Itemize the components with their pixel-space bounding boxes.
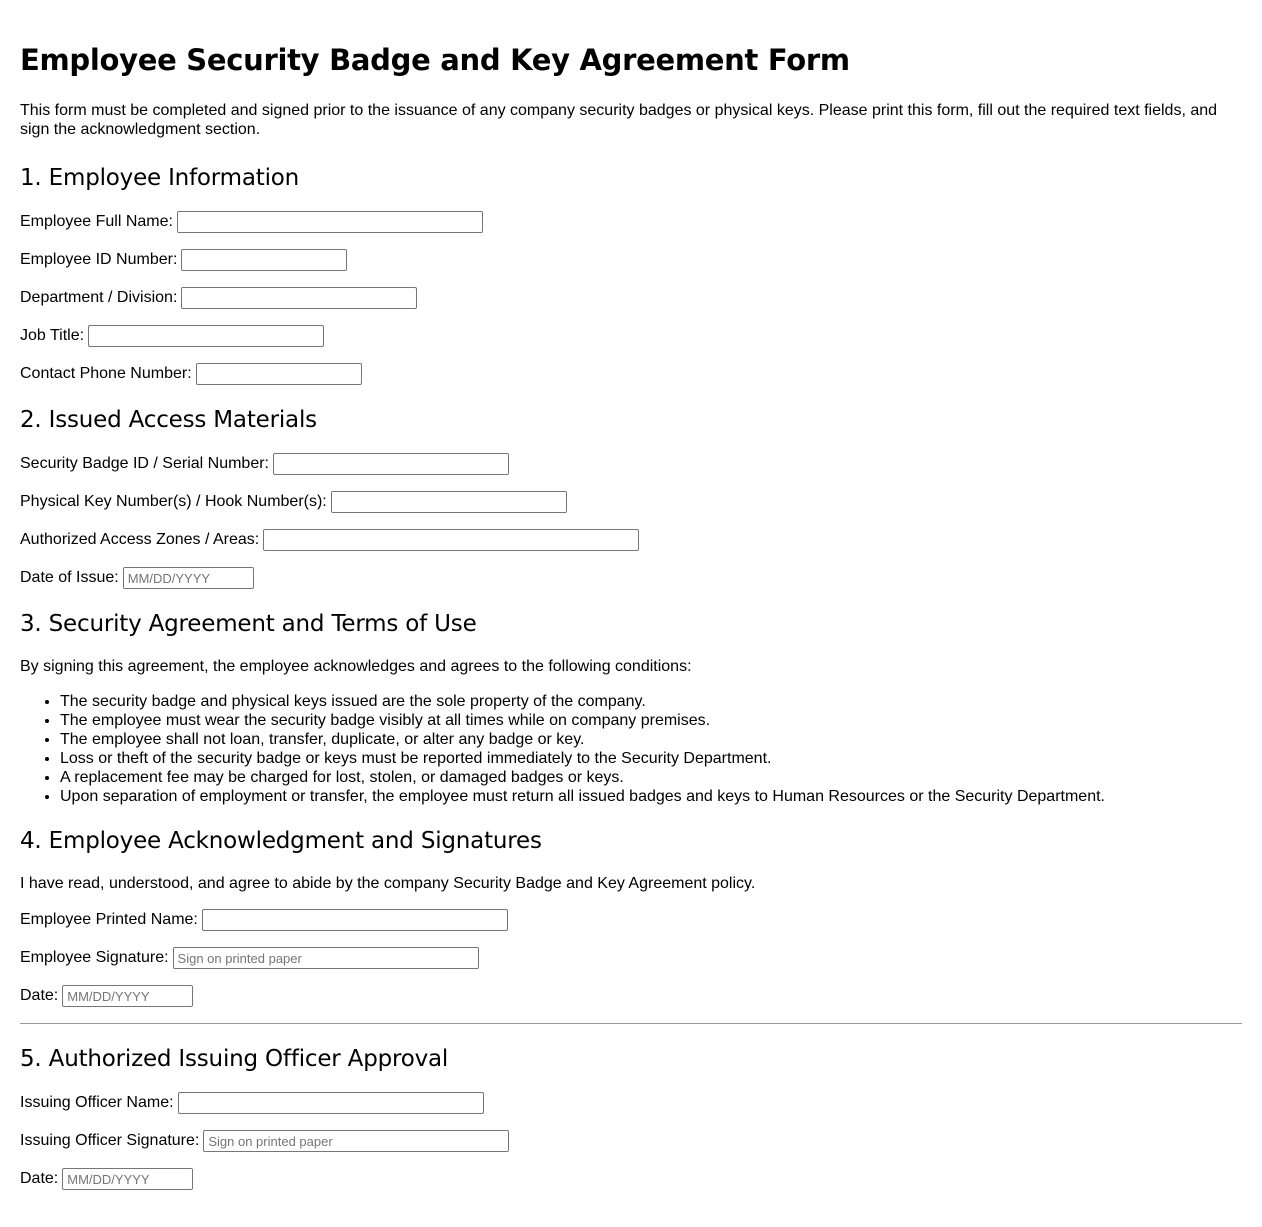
intro-text: This form must be completed and signed prior to the issuance of any company security badges or physical keys. Please print this form, fill out the required text fields, and sign the acknowledgment section. <box>20 102 1218 138</box>
department-input[interactable] <box>181 287 417 309</box>
officer-name-input[interactable] <box>178 1092 484 1114</box>
section-heading-issuing-officer-approval: 5. Authorized Issuing Officer Approval <box>20 1046 449 1072</box>
officer-name-label: Issuing Officer Name: <box>20 1094 174 1111</box>
terms-list-item: • Loss or theft of the security badge or keys must be reported immediately to the Security Department. <box>60 749 1242 768</box>
job-title-input[interactable] <box>88 325 324 347</box>
date-of-issue-row <box>20 567 1242 589</box>
access-zones-input[interactable] <box>263 529 639 551</box>
section-heading-issued-access-materials: 2. Issued Access Materials <box>20 407 317 433</box>
department-row <box>20 287 1242 309</box>
terms-list-item: • The security badge and physical keys issued are the sole property of the company. <box>60 692 1242 711</box>
employee-id-input[interactable] <box>181 249 347 271</box>
employee-id-row <box>20 249 1242 271</box>
key-number-input[interactable] <box>331 491 567 513</box>
date-of-issue-input[interactable] <box>123 567 254 589</box>
officer-signature-row <box>20 1130 1242 1152</box>
officer-name-row <box>20 1092 1242 1114</box>
employee-signature-row <box>20 947 1242 969</box>
employee-printed-name-input[interactable] <box>202 909 508 931</box>
terms-list-item: • The employee shall not loan, transfer, duplicate, or alter any badge or key. <box>60 730 1242 749</box>
form-title: Employee Security Badge and Key Agreement Form <box>20 43 850 77</box>
employee-signature-label: Employee Signature: <box>20 949 169 966</box>
contact-phone-row <box>20 363 1242 385</box>
employee-full-name-label: Employee Full Name: <box>20 213 173 230</box>
employee-printed-name-row <box>20 909 1242 931</box>
employee-full-name-row <box>20 211 1242 233</box>
section-divider <box>20 1023 1242 1024</box>
department-label: Department / Division: <box>20 289 178 306</box>
employee-date-input[interactable] <box>62 985 193 1007</box>
officer-date-label: Date: <box>20 1170 59 1187</box>
terms-list-item: • Upon separation of employment or transfer, the employee must return all issued badges and keys to Human Resources or the Security Department. <box>60 787 1242 806</box>
badge-id-label: Security Badge ID / Serial Number: <box>20 455 269 472</box>
access-zones-row <box>20 529 1242 551</box>
section-heading-employee-acknowledgment: 4. Employee Acknowledgment and Signatures <box>20 828 542 854</box>
acknowledgment-statement: I have read, understood, and agree to abide by the company Security Badge and Key Agreement policy. <box>20 875 756 892</box>
section-heading-security-agreement: 3. Security Agreement and Terms of Use <box>20 611 477 637</box>
officer-date-row <box>20 1168 1242 1190</box>
access-zones-label: Authorized Access Zones / Areas: <box>20 531 260 548</box>
job-title-row <box>20 325 1242 347</box>
employee-printed-name-label: Employee Printed Name: <box>20 911 198 928</box>
employee-signature-input[interactable] <box>173 947 479 969</box>
terms-list-item: • The employee must wear the security badge visibly at all times while on company premises. <box>60 711 1242 730</box>
employee-full-name-input[interactable] <box>177 211 483 233</box>
agreement-intro: By signing this agreement, the employee acknowledges and agrees to the following conditions: <box>20 658 692 675</box>
terms-list <box>20 692 1242 806</box>
officer-date-input[interactable] <box>62 1168 193 1190</box>
date-of-issue-label: Date of Issue: <box>20 569 119 586</box>
terms-list-item: • A replacement fee may be charged for lost, stolen, or damaged badges or keys. <box>60 768 1242 787</box>
employee-id-label: Employee ID Number: <box>20 251 178 268</box>
officer-signature-input[interactable] <box>203 1130 509 1152</box>
badge-id-row <box>20 453 1242 475</box>
key-number-label: Physical Key Number(s) / Hook Number(s): <box>20 493 327 510</box>
contact-phone-label: Contact Phone Number: <box>20 365 192 382</box>
employee-date-label: Date: <box>20 987 59 1004</box>
job-title-label: Job Title: <box>20 327 85 344</box>
key-number-row <box>20 491 1242 513</box>
section-heading-employee-information: 1. Employee Information <box>20 165 300 191</box>
contact-phone-input[interactable] <box>196 363 362 385</box>
officer-signature-label: Issuing Officer Signature: <box>20 1132 200 1149</box>
employee-date-row <box>20 985 1242 1007</box>
badge-id-input[interactable] <box>273 453 509 475</box>
